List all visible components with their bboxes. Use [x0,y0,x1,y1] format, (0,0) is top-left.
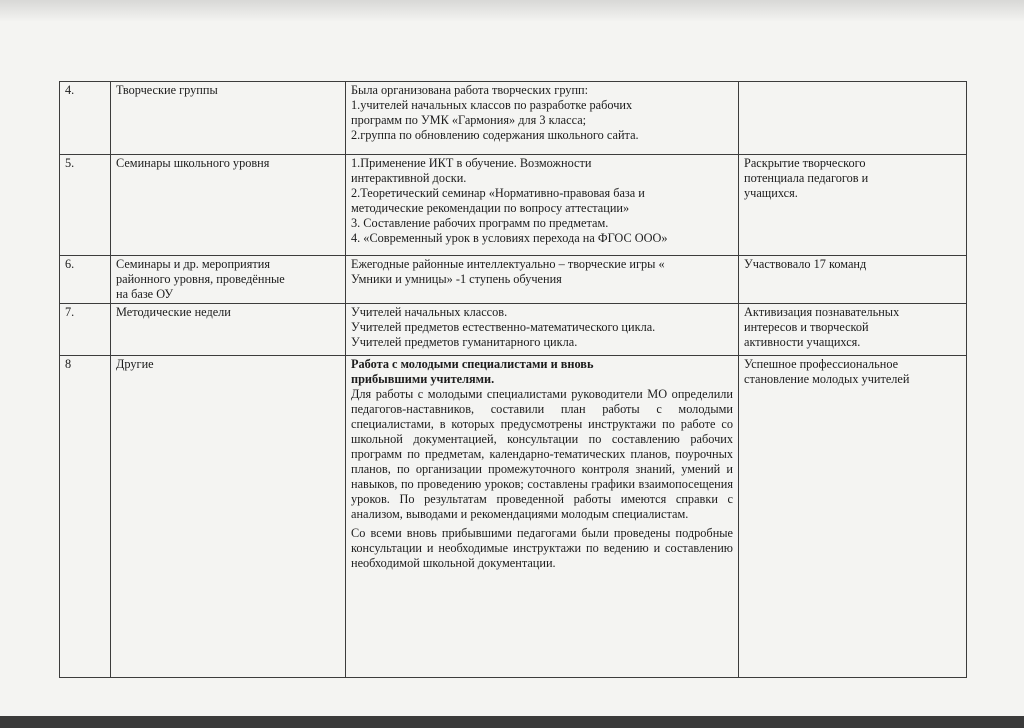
activity-content: Ежегодные районные интеллектуально – творческие игры « Умники и умницы» -1 ступень обучения [346,256,739,304]
activity-result: Участвовало 17 команд [739,256,967,304]
table-row [60,256,967,304]
row-number: 5. [60,155,111,256]
activity-content: Была организована работа творческих групп: 1.учителей начальных классов по разработке рабочих программ по УМК «Гармония» для 3 класса; 2.группа по обновлению содержания школьного сайта. [346,82,739,155]
paragraph: Для работы с молодыми специалистами руководители МО определили педагогов-наставников, составили план работы с молодыми специалистами, в которых предусмотрены инструктажи по работе со школьной документацией, консультации по составлению рабочих программ по предметам, календарно-тематических планов, поурочных планов, по организации промежуточного контроля знаний, умений и навыков, по проведению уроков; составлены графики взаимопосещения уроков. По результатам проведенной работы имеются справки с анализом, выводами и рекомендациями молодым специалистам. [351,387,733,521]
activity-name: Семинары и др. мероприятия районного уровня, проведённые на базе ОУ [111,256,346,304]
scan-shadow-top [0,0,1024,22]
row-number: 4. [60,82,111,155]
row-number: 8 [60,356,111,678]
row-number: 6. [60,256,111,304]
activity-result: Раскрытие творческого потенциала педагогов и учащихся. [739,155,967,256]
activity-name: Другие [111,356,346,678]
activity-result [739,82,967,155]
table-row [60,304,967,356]
activity-content: Учителей начальных классов. Учителей предметов естественно-математического цикла. Учителей предметов гуманитарного цикла. [346,304,739,356]
activity-name: Методические недели [111,304,346,356]
table-row [60,356,967,678]
activity-content: 1.Применение ИКТ в обучение. Возможности интерактивной доски. 2.Теоретический семинар «Нормативно-правовая база и методические рекомендации по вопросу аттестации» 3. Составление рабочих программ по предметам. 4. «Современный урок в условиях перехода на ФГОС ООО» [346,155,739,256]
activity-result: Активизация познавательных интересов и творческой активности учащихся. [739,304,967,356]
activity-name: Семинары школьного уровня [111,155,346,256]
table-row [60,155,967,256]
table-row [60,82,967,155]
activity-name: Творческие группы [111,82,346,155]
paragraph: Со всеми вновь прибывшими педагогами были проведены подробные консультации и необходимые инструктажи по ведению и составлению необходимой школьной документации. [351,526,733,570]
scan-edge-bottom [0,716,1024,728]
section-heading: Работа с молодыми специалистами и вновь [351,357,594,371]
activity-content [346,356,739,678]
row-number: 7. [60,304,111,356]
methodical-work-table [59,81,967,678]
section-heading: прибывшими учителями. [351,372,495,386]
activity-result: Успешное профессиональное становление молодых учителей [739,356,967,678]
